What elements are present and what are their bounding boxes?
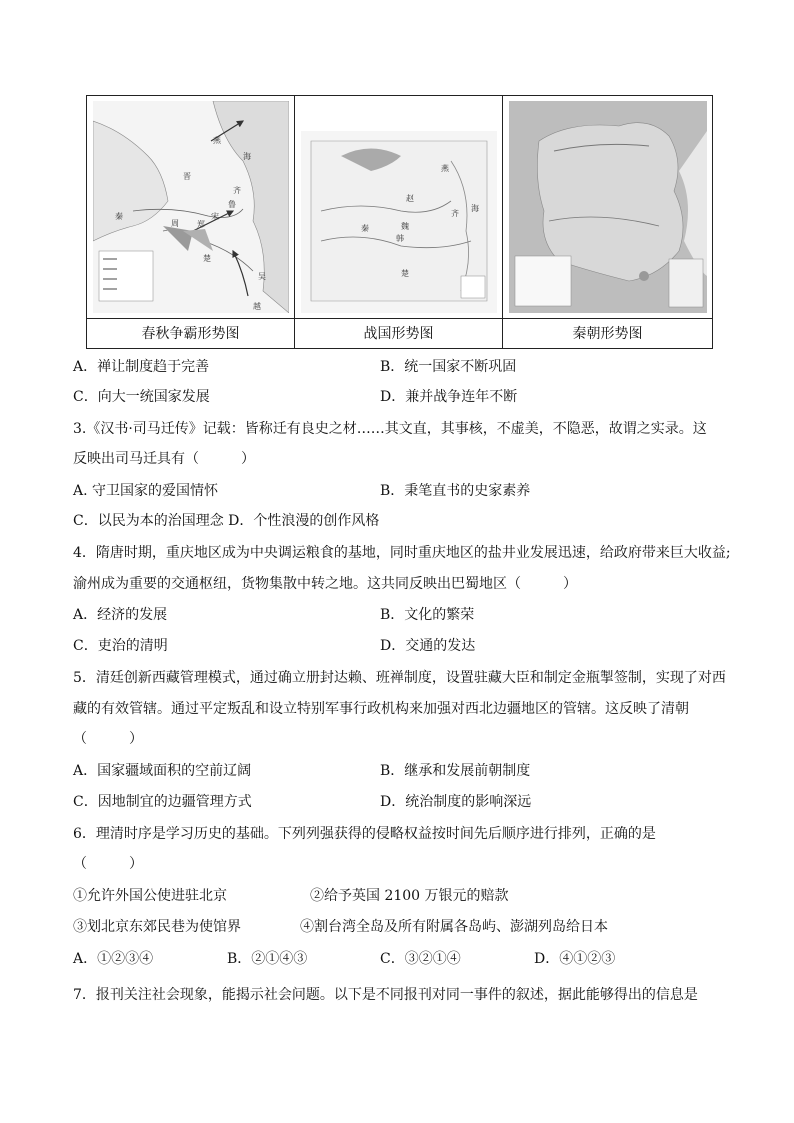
q5-option-b[interactable]: B．继承和发展前朝制度 — [380, 763, 531, 779]
map-warring-states — [295, 96, 503, 318]
q5-option-d[interactable]: D．统治制度的影响深远 — [380, 794, 532, 810]
q4-option-d[interactable]: D．交通的发达 — [380, 638, 476, 654]
caption-spring-autumn: 春秋争霸形势图 — [87, 319, 295, 349]
q4-option-b[interactable]: B．文化的繁荣 — [380, 607, 475, 623]
map-caption-row — [87, 318, 712, 349]
q4-stem-line2: 渝州成为重要的交通枢纽，货物集散中转之地。这共同反映出巴蜀地区（ ） — [73, 576, 577, 592]
q5-option-c[interactable]: C．因地制宜的边疆管理方式 — [73, 794, 252, 810]
map2-label-hai: 海 — [471, 204, 479, 213]
q4-option-c[interactable]: C．吏治的清明 — [73, 638, 168, 654]
map1-label-yan: 燕 — [213, 136, 221, 145]
map2-label-zhao: 赵 — [406, 194, 414, 203]
q6-option-d[interactable]: D．④①②③ — [534, 951, 616, 967]
map1-label-zhou: 周 — [171, 219, 179, 228]
map-qin — [503, 96, 712, 318]
q3-stem-line2: 反映出司马迁具有（ ） — [73, 451, 255, 467]
map1-label-jin: 晋 — [183, 172, 191, 181]
map1-label-hai: 海 — [243, 152, 251, 161]
q3-stem-line1: 3.《汉书·司马迁传》记载：皆称迁有良史之材……其文直，其事核，不虚美，不隐恶，故谓之实录。这 — [73, 421, 707, 437]
map2-label-yan: 燕 — [441, 164, 449, 173]
q6-option-b[interactable]: B．②①④③ — [227, 951, 308, 967]
q6-item-2: ②给予英国 2100 万银元的赔款 — [310, 888, 509, 904]
q6-item-1: ①允许外国公使进驻北京 — [73, 888, 227, 904]
q3-option-b[interactable]: B．秉笔直书的史家素养 — [380, 483, 531, 499]
q6-option-c[interactable]: C．③②①④ — [380, 951, 461, 967]
caption-qin: 秦朝形势图 — [572, 326, 643, 342]
map2-label-qi: 齐 — [451, 209, 459, 218]
spring-autumn-map-image — [93, 101, 289, 313]
map1-label-lu: 鲁 — [228, 200, 236, 209]
q2-option-b[interactable]: B．统一国家不断巩固 — [380, 359, 517, 375]
q2-option-a[interactable]: A．禅让制度趋于完善 — [73, 359, 210, 375]
q6-stem-line1: 6．理清时序是学习历史的基础。下列列强获得的侵略权益按时间先后顺序进行排列，正确的是 — [73, 826, 656, 842]
warring-states-map-image — [301, 101, 497, 313]
map-spring-autumn — [87, 96, 295, 318]
caption-warring-states: 战国形势图 — [295, 319, 503, 349]
map1-label-qi: 齐 — [233, 186, 241, 195]
q3-option-cd[interactable]: C．以民为本的治国理念 D．个性浪漫的创作风格 — [73, 513, 380, 529]
map2-label-wei: 魏 — [401, 222, 409, 231]
q2-option-d[interactable]: D．兼并战争连年不断 — [380, 389, 518, 405]
qin-map-image — [509, 101, 707, 313]
map1-label-zheng: 郑 — [197, 220, 205, 229]
map2-label-qin: 秦 — [361, 224, 369, 233]
q5-stem-line2: 藏的有效管辖。通过平定叛乱和设立特别军事行政机构来加强对西北边疆地区的管辖。这反映了清朝 — [73, 701, 689, 717]
q4-option-a[interactable]: A．经济的发展 — [73, 607, 168, 623]
map2-label-chu: 楚 — [401, 269, 409, 278]
map2-label-han: 韩 — [396, 234, 404, 243]
map1-label-qin: 秦 — [115, 212, 123, 221]
q3-option-a[interactable]: A. 守卫国家的爱国情怀 — [73, 483, 219, 499]
map1-label-chu: 楚 — [203, 254, 211, 263]
q6-option-a[interactable]: A．①②③④ — [73, 951, 154, 967]
q6-stem-line2: （ ） — [73, 856, 143, 872]
q2-option-c[interactable]: C．向大一统国家发展 — [73, 389, 210, 405]
q6-item-4: ④割台湾全岛及所有附属各岛屿、澎湖列岛给日本 — [300, 919, 608, 935]
q5-stem-line3: （ ） — [73, 731, 143, 747]
map1-label-wu: 吴 — [258, 272, 266, 281]
map1-label-yue: 越 — [253, 302, 261, 311]
q5-option-a[interactable]: A．国家疆域面积的空前辽阔 — [73, 763, 252, 779]
q7-stem-line1: 7．报刊关注社会现象，能揭示社会问题。以下是不同报刊对同一事件的叙述，据此能够得出的信息是 — [73, 987, 698, 1003]
q6-item-3: ③划北京东郊民巷为使馆界 — [73, 919, 241, 935]
map1-label-song: 宋 — [211, 212, 219, 221]
q4-stem-line1: 4．隋唐时期，重庆地区成为中央调运粮食的基地，同时重庆地区的盐井业发展迅速，给政府带来巨大收益; — [73, 545, 731, 561]
map-table — [86, 95, 713, 349]
q5-stem-line1: 5．清廷创新西藏管理模式，通过确立册封达赖、班禅制度，设置驻藏大臣和制定金瓶掣签制，实现了对西 — [73, 670, 726, 686]
